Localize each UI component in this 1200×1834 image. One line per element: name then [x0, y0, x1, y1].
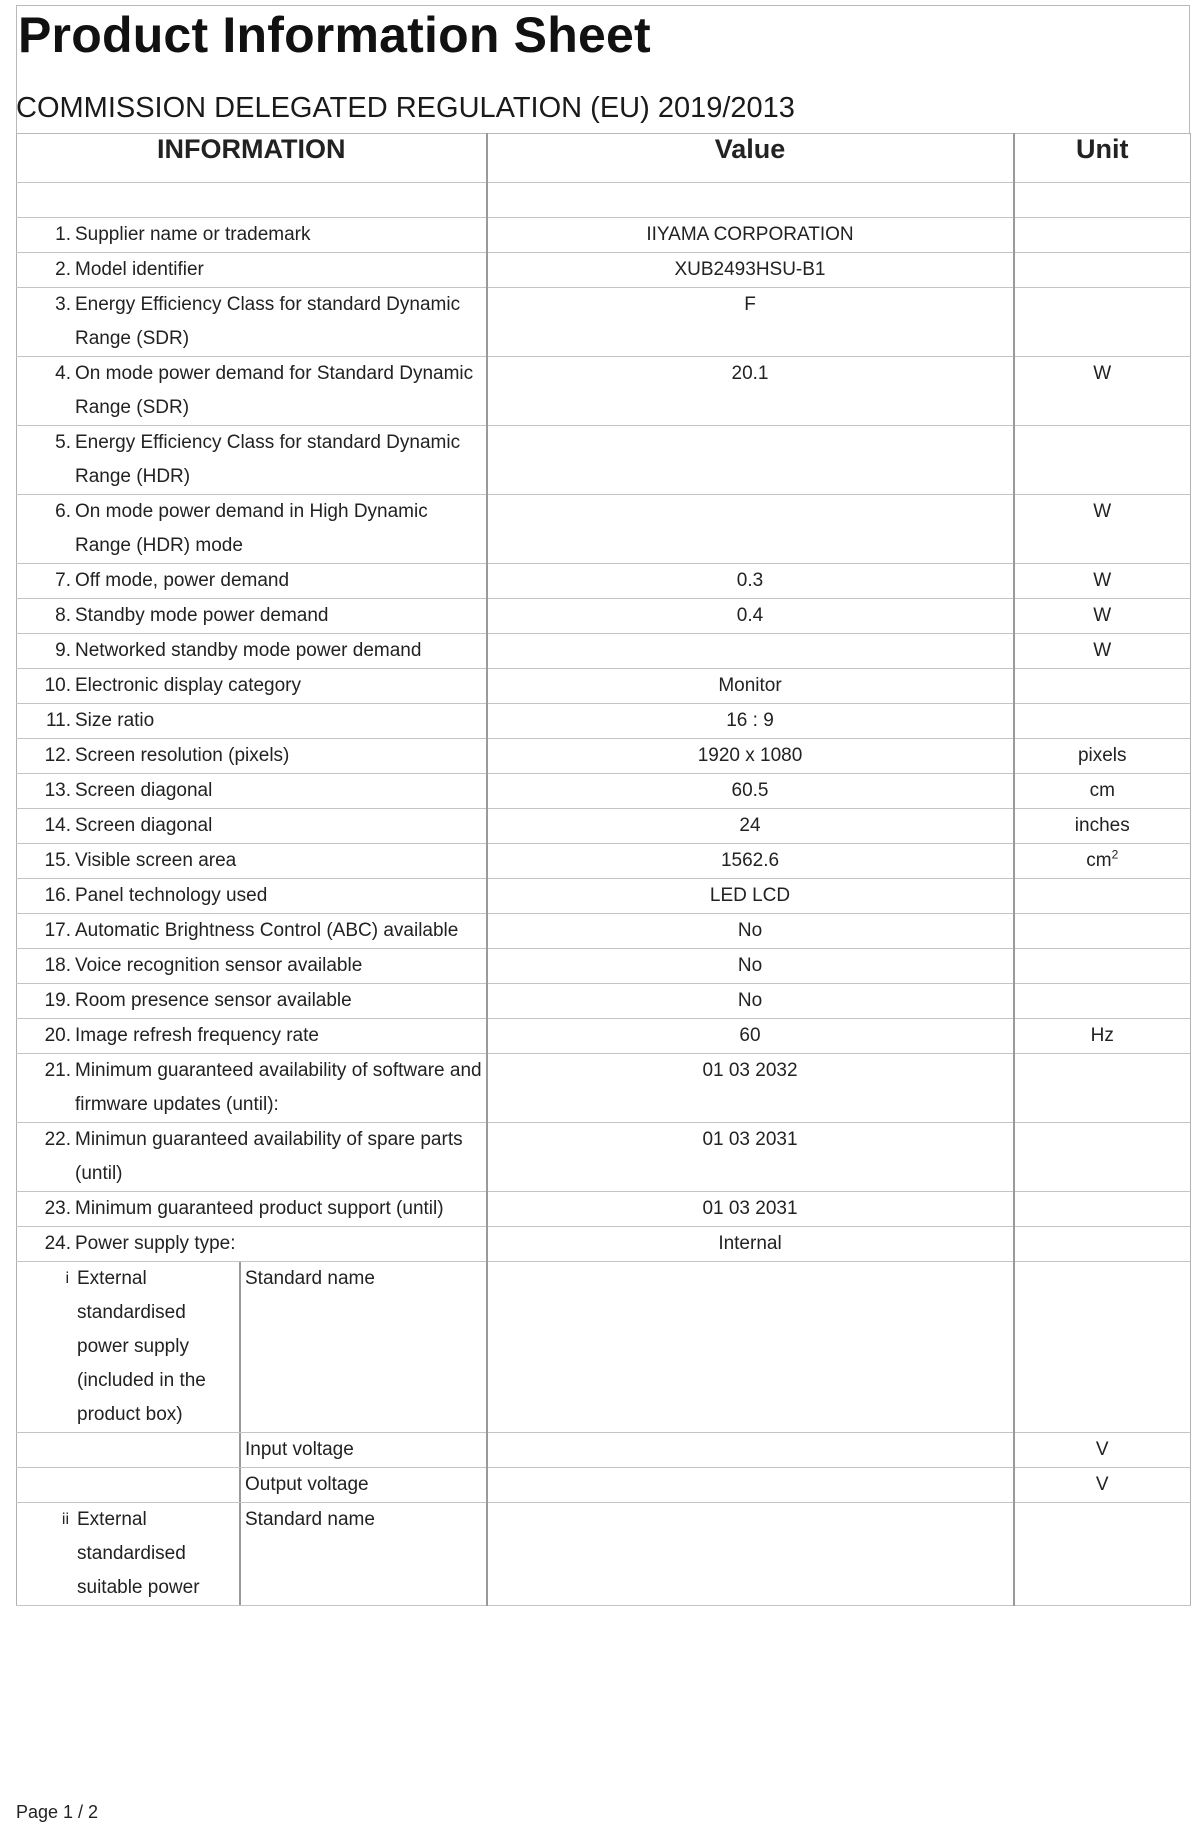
row-number: 4. — [55, 363, 71, 384]
row-label: Power supply type: — [75, 1233, 236, 1254]
power-supply-split — [17, 1468, 486, 1502]
row-label: On mode power demand in High Dynamic Range (HDR) mode — [75, 501, 428, 556]
row-label: Automatic Brightness Control (ABC) available — [75, 920, 459, 941]
sub-row-label: Output voltage — [245, 1474, 369, 1495]
row-unit — [1014, 495, 1191, 564]
power-supply-label: External standardised suitable power — [77, 1509, 200, 1598]
table-row — [17, 984, 1191, 1019]
row-information — [17, 844, 487, 879]
power-supply-item — [17, 1433, 239, 1467]
row-unit — [1014, 669, 1191, 704]
unit-text: inches — [1074, 815, 1130, 836]
row-number: 12. — [44, 745, 71, 766]
row-information — [17, 564, 487, 599]
table-row — [17, 599, 1191, 634]
row-unit — [1014, 1192, 1191, 1227]
power-supply-information — [17, 1468, 487, 1503]
unit-text: W — [1093, 605, 1112, 626]
row-value: Monitor — [487, 669, 1014, 704]
row-label: Energy Efficiency Class for standard Dynamic Range (HDR) — [75, 432, 461, 487]
row-unit — [1014, 949, 1191, 984]
row-value: No — [487, 949, 1014, 984]
power-supply-information — [17, 1262, 487, 1433]
table-row — [17, 949, 1191, 984]
row-value: 24 — [487, 809, 1014, 844]
information-table — [16, 133, 1191, 1606]
row-unit — [1014, 984, 1191, 1019]
table-row — [17, 426, 1191, 495]
row-unit — [1014, 1019, 1191, 1054]
table-row — [17, 669, 1191, 704]
row-value — [487, 634, 1014, 669]
row-information — [17, 669, 487, 704]
power-supply-split — [17, 1503, 486, 1605]
row-information — [17, 1192, 487, 1227]
row-label: Voice recognition sensor available — [75, 955, 363, 976]
row-number: 18. — [44, 955, 71, 976]
sub-row-value — [487, 1503, 1014, 1606]
row-number: 7. — [55, 570, 71, 591]
row-unit — [1014, 774, 1191, 809]
row-value: No — [487, 984, 1014, 1019]
unit-text: cm — [1086, 850, 1112, 871]
table-row — [17, 1227, 1191, 1262]
table-row — [17, 1123, 1191, 1192]
row-label: Electronic display category — [75, 675, 301, 696]
regulation-subtitle: COMMISSION DELEGATED REGULATION (EU) 2019/2013 — [16, 92, 795, 124]
row-unit — [1014, 426, 1191, 495]
row-information — [17, 774, 487, 809]
power-supply-sublabel — [239, 1503, 486, 1605]
row-number: 22. — [44, 1129, 71, 1150]
row-information — [17, 914, 487, 949]
row-information — [17, 984, 487, 1019]
row-value: 01 03 2031 — [487, 1192, 1014, 1227]
row-number: 21. — [44, 1060, 71, 1081]
row-information — [17, 426, 487, 495]
row-value: 1562.6 — [487, 844, 1014, 879]
sub-row-value — [487, 1468, 1014, 1503]
page-title: Product Information Sheet — [18, 7, 651, 63]
power-supply-item — [17, 1468, 239, 1502]
row-information — [17, 288, 487, 357]
row-unit — [1014, 218, 1191, 253]
row-information — [17, 599, 487, 634]
row-label: Minimum guaranteed product support (until) — [75, 1198, 444, 1219]
power-supply-split — [17, 1433, 486, 1467]
table-row — [17, 288, 1191, 357]
row-unit — [1014, 634, 1191, 669]
row-unit — [1014, 879, 1191, 914]
row-value: F — [487, 288, 1014, 357]
row-number: 6. — [55, 501, 71, 522]
row-number: 9. — [55, 640, 71, 661]
row-information — [17, 357, 487, 426]
row-number: 3. — [55, 294, 71, 315]
row-information — [17, 634, 487, 669]
row-number: 23. — [44, 1198, 71, 1219]
row-unit — [1014, 1227, 1191, 1262]
row-label: Minimun guaranteed availability of spare parts (until) — [75, 1129, 463, 1184]
table-row — [17, 357, 1191, 426]
row-information — [17, 1019, 487, 1054]
power-supply-row — [17, 1468, 1191, 1503]
row-unit — [1014, 564, 1191, 599]
row-label: Screen diagonal — [75, 780, 213, 801]
row-unit — [1014, 1123, 1191, 1192]
table-row — [17, 774, 1191, 809]
table-row — [17, 809, 1191, 844]
row-value: LED LCD — [487, 879, 1014, 914]
sub-row-value — [487, 1262, 1014, 1433]
row-number: 5. — [55, 432, 71, 453]
row-label: Screen resolution (pixels) — [75, 745, 290, 766]
row-label: Minimum guaranteed availability of software and firmware updates (until): — [75, 1060, 482, 1115]
unit-text: W — [1093, 501, 1112, 522]
sub-row-unit — [1014, 1262, 1191, 1433]
spacer-row — [17, 183, 1191, 218]
table-row — [17, 844, 1191, 879]
table-row — [17, 704, 1191, 739]
row-unit — [1014, 844, 1191, 879]
power-supply-sublabel — [239, 1468, 486, 1502]
unit-superscript: 2 — [1111, 847, 1119, 862]
power-supply-roman: ii — [61, 1511, 69, 1528]
row-label: Supplier name or trademark — [75, 224, 311, 245]
power-supply-row — [17, 1503, 1191, 1606]
row-number: 15. — [44, 850, 71, 871]
row-label: Screen diagonal — [75, 815, 213, 836]
row-value: 0.3 — [487, 564, 1014, 599]
row-number: 16. — [44, 885, 71, 906]
row-unit — [1014, 1054, 1191, 1123]
table-row — [17, 218, 1191, 253]
row-number: 11. — [45, 710, 71, 731]
row-label: Standby mode power demand — [75, 605, 329, 626]
sub-row-unit — [1014, 1503, 1191, 1606]
sub-row-unit: V — [1014, 1433, 1191, 1468]
row-information — [17, 1054, 487, 1123]
table-row — [17, 879, 1191, 914]
unit-text: Hz — [1090, 1025, 1114, 1046]
row-information — [17, 879, 487, 914]
power-supply-item — [17, 1262, 239, 1432]
row-unit — [1014, 357, 1191, 426]
row-unit — [1014, 739, 1191, 774]
power-supply-roman: i — [65, 1270, 69, 1287]
table-row — [17, 253, 1191, 288]
table-header-row — [17, 134, 1191, 183]
power-supply-row — [17, 1262, 1191, 1433]
row-value: IIYAMA CORPORATION — [487, 218, 1014, 253]
row-number: 8. — [55, 605, 71, 626]
power-supply-label: External standardised power supply (included in the product box) — [77, 1268, 206, 1425]
row-value: 0.4 — [487, 599, 1014, 634]
row-value: 01 03 2031 — [487, 1123, 1014, 1192]
row-label: On mode power demand for Standard Dynamic Range (SDR) — [75, 363, 474, 418]
row-label: Panel technology used — [75, 885, 268, 906]
row-information — [17, 495, 487, 564]
table-row — [17, 739, 1191, 774]
row-label: Energy Efficiency Class for standard Dynamic Range (SDR) — [75, 294, 461, 349]
table-row — [17, 1192, 1191, 1227]
row-information — [17, 949, 487, 984]
row-information — [17, 218, 487, 253]
row-label: Networked standby mode power demand — [75, 640, 422, 661]
row-unit — [1014, 914, 1191, 949]
row-information — [17, 253, 487, 288]
row-unit — [1014, 704, 1191, 739]
table-row — [17, 495, 1191, 564]
unit-text: W — [1093, 640, 1112, 661]
table-row — [17, 564, 1191, 599]
row-number: 14. — [44, 815, 71, 836]
table-row — [17, 1054, 1191, 1123]
power-supply-information — [17, 1433, 487, 1468]
row-label: Image refresh frequency rate — [75, 1025, 319, 1046]
row-value: 16 : 9 — [487, 704, 1014, 739]
row-value: 20.1 — [487, 357, 1014, 426]
row-value — [487, 426, 1014, 495]
sub-row-label: Input voltage — [245, 1439, 354, 1460]
row-information — [17, 704, 487, 739]
row-number: 2. — [55, 259, 71, 280]
row-number: 19. — [44, 990, 71, 1011]
power-supply-information — [17, 1503, 487, 1606]
row-value: No — [487, 914, 1014, 949]
row-value: XUB2493HSU-B1 — [487, 253, 1014, 288]
sub-row-label: Standard name — [245, 1509, 375, 1530]
row-value: Internal — [487, 1227, 1014, 1262]
table-row — [17, 1019, 1191, 1054]
power-supply-item — [17, 1503, 239, 1605]
row-information — [17, 809, 487, 844]
table-row — [17, 914, 1191, 949]
column-header-value: Value — [487, 134, 1014, 183]
column-header-unit: Unit — [1014, 134, 1191, 183]
table-row — [17, 634, 1191, 669]
column-header-information: INFORMATION — [17, 134, 487, 183]
row-number: 20. — [44, 1025, 71, 1046]
row-unit — [1014, 253, 1191, 288]
row-number: 1. — [55, 224, 71, 245]
row-unit — [1014, 599, 1191, 634]
row-number: 10. — [44, 675, 71, 696]
row-information — [17, 739, 487, 774]
row-value: 60.5 — [487, 774, 1014, 809]
power-supply-row — [17, 1433, 1191, 1468]
row-unit — [1014, 288, 1191, 357]
row-label: Size ratio — [75, 710, 155, 731]
power-supply-sublabel — [239, 1433, 486, 1467]
power-supply-sublabel — [239, 1262, 486, 1432]
page-number: Page 1 / 2 — [16, 1802, 99, 1822]
row-number: 24. — [44, 1233, 71, 1254]
unit-text: cm — [1089, 780, 1115, 801]
sub-row-label: Standard name — [245, 1268, 375, 1289]
unit-text: W — [1093, 570, 1112, 591]
row-label: Model identifier — [75, 259, 204, 280]
row-value — [487, 495, 1014, 564]
sub-row-unit: V — [1014, 1468, 1191, 1503]
sub-row-value — [487, 1433, 1014, 1468]
row-label: Room presence sensor available — [75, 990, 352, 1011]
unit-text: W — [1093, 363, 1112, 384]
row-value: 01 03 2032 — [487, 1054, 1014, 1123]
row-number: 13. — [44, 780, 71, 801]
row-number: 17. — [44, 920, 71, 941]
row-value: 1920 x 1080 — [487, 739, 1014, 774]
row-label: Off mode, power demand — [75, 570, 290, 591]
row-information — [17, 1123, 487, 1192]
row-unit — [1014, 809, 1191, 844]
row-value: 60 — [487, 1019, 1014, 1054]
unit-text: pixels — [1077, 745, 1127, 766]
row-information — [17, 1227, 487, 1262]
row-label: Visible screen area — [75, 850, 237, 871]
power-supply-split — [17, 1262, 486, 1432]
